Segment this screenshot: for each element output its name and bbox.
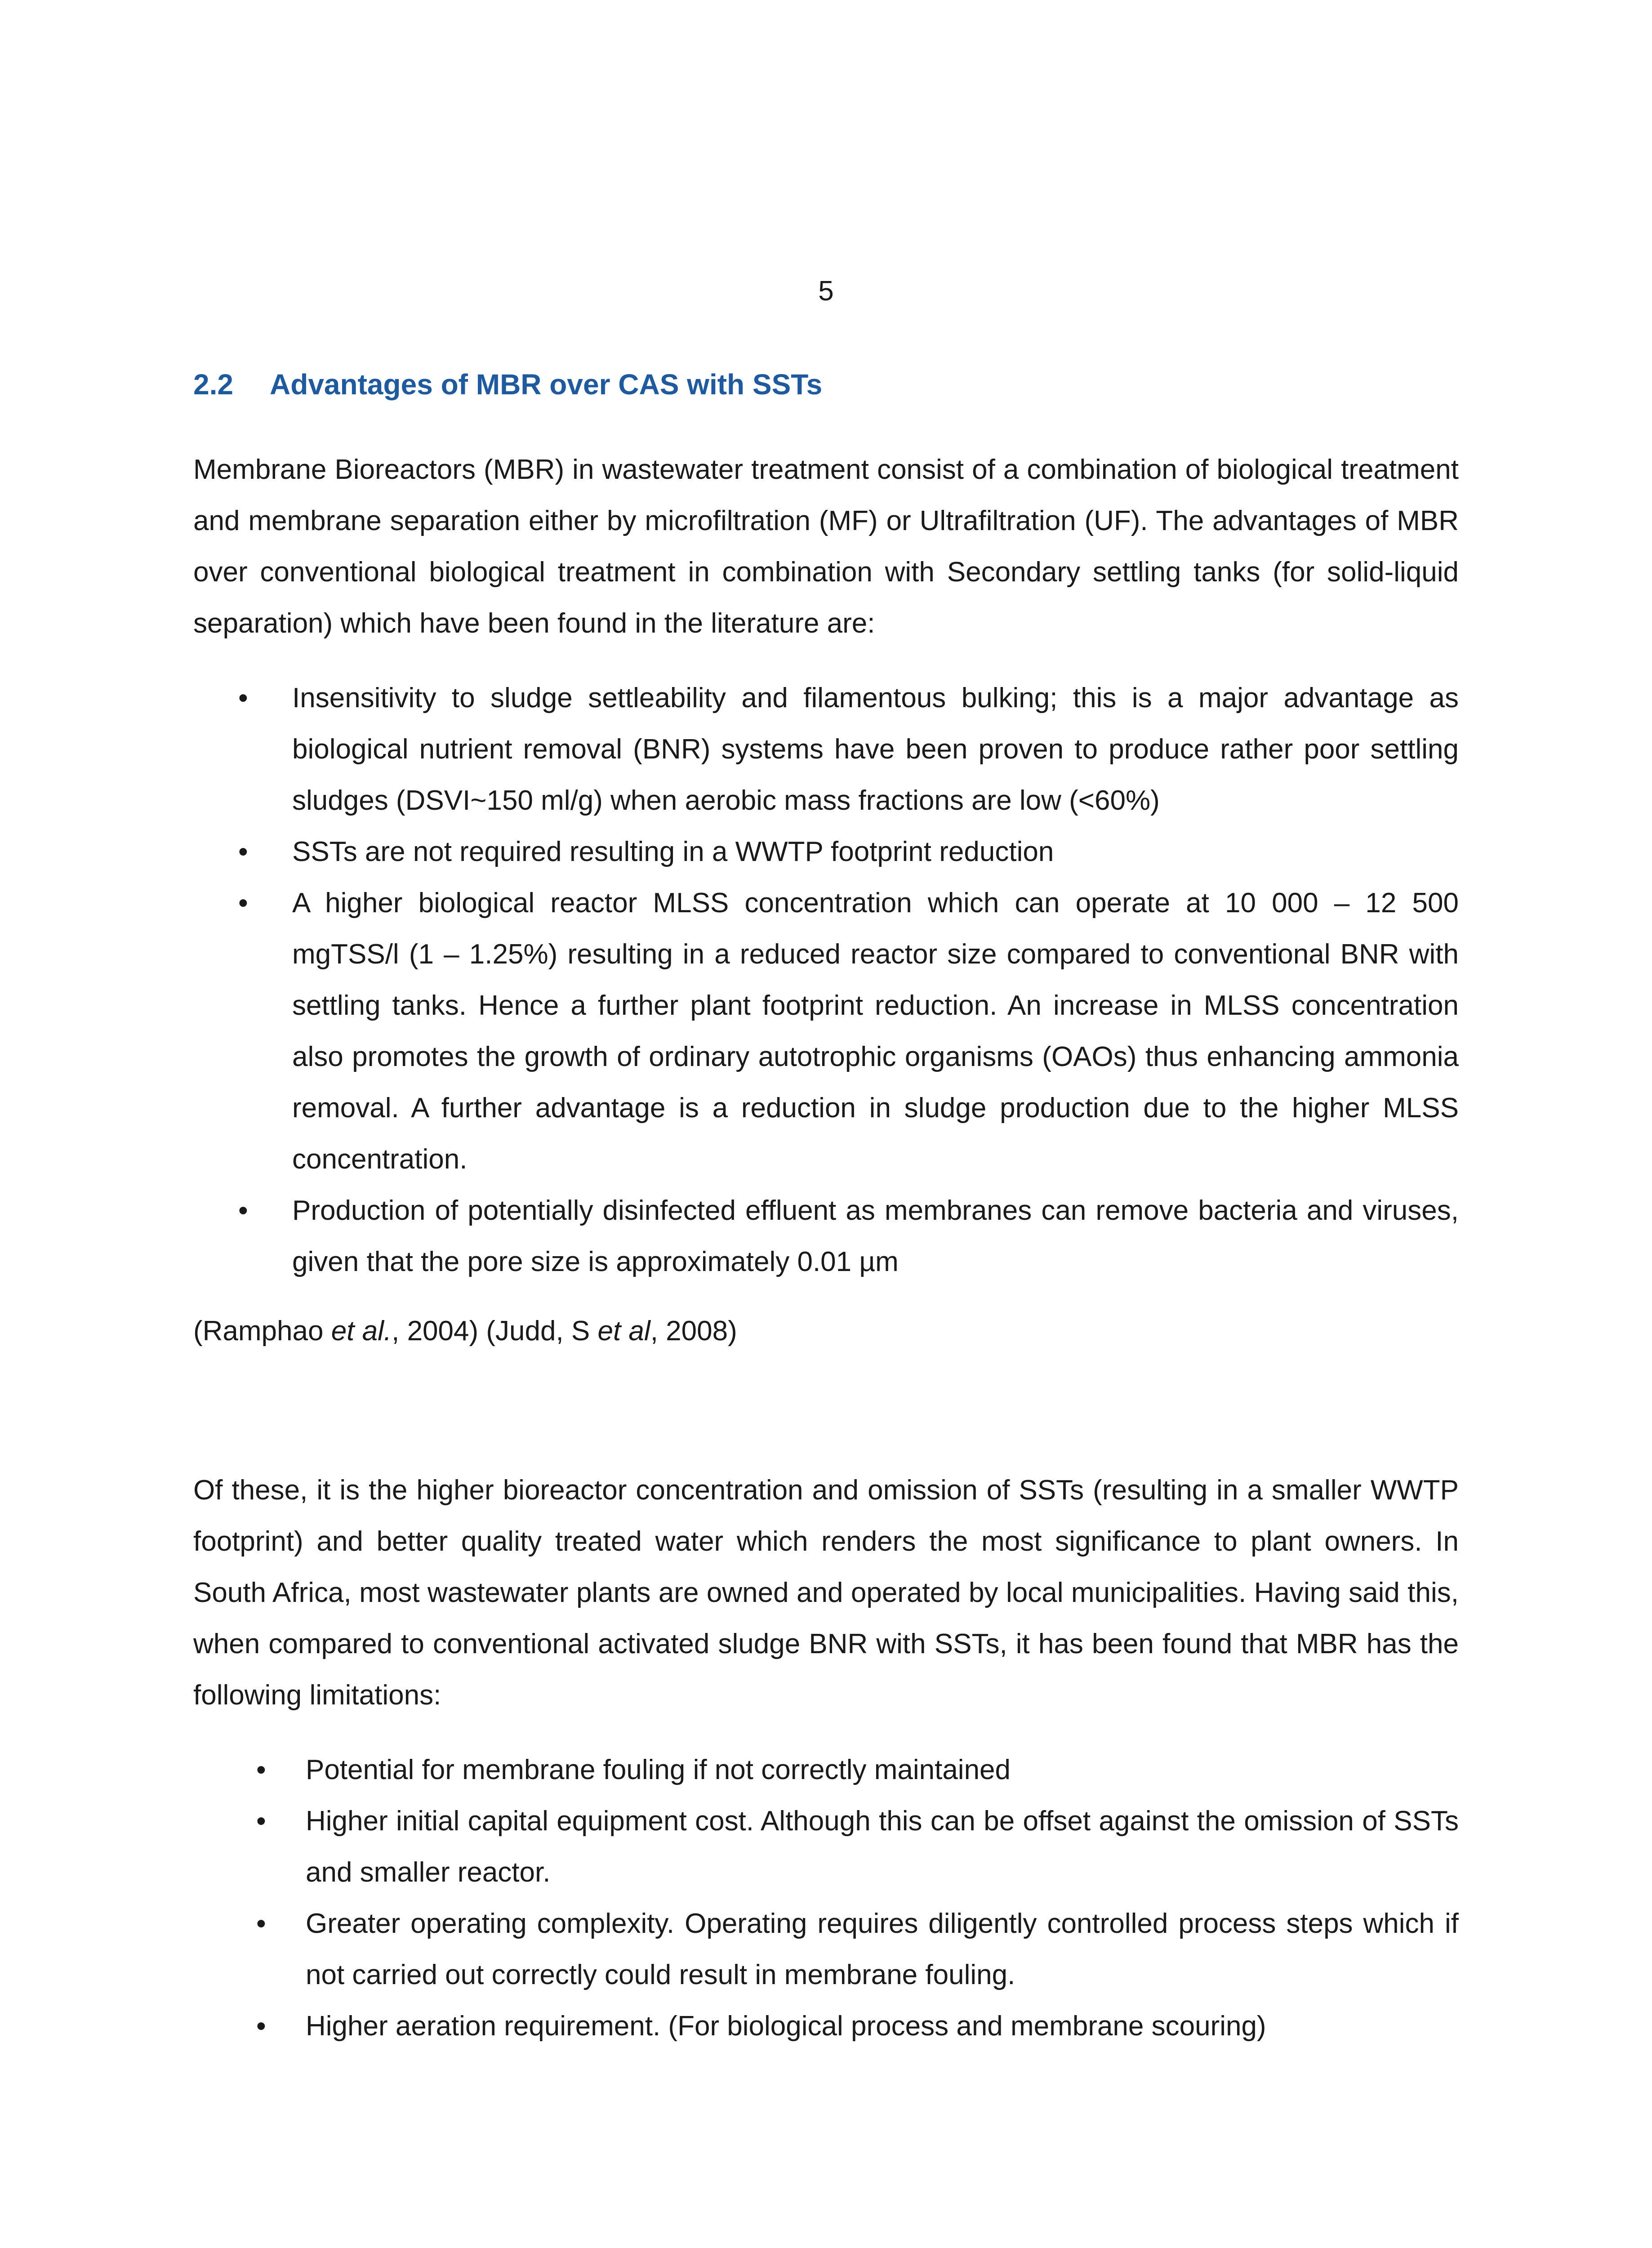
reference-1-year: , 2004) <box>392 1316 486 1347</box>
limitation-text: Higher initial capital equipment cost. Although this can be offset against the omission of SSTs and smaller reactor. <box>306 1806 1459 1888</box>
bullet-icon: • <box>256 1908 266 1939</box>
bullet-icon: • <box>256 1754 266 1785</box>
advantage-text: Insensitivity to sludge settleability and filamentous bulking; this is a major advantage as biological nutrient removal (BNR) systems have been proven to produce rather poor settling sludges (DSVI~150 ml/g) when aerobic mass fractions are low (<60%) <box>292 682 1459 816</box>
second-paragraph: Of these, it is the higher bioreactor concentration and omission of SSTs (resulting in a smaller WWTP footprint) and better quality treated water which renders the most significance to plant owners. In South Africa, most wastewater plants are owned and operated by local municipalities. Having said this, when compared to conventional activated sludge BNR with SSTs, it has been found that MBR has the following limitations: <box>193 1475 1459 1711</box>
limitation-text: Higher aeration requirement. (For biological process and membrane scouring) <box>306 2011 1266 2042</box>
limitation-text: Potential for membrane fouling if not correctly maintained <box>306 1754 1011 1785</box>
limitation-item <box>193 1898 1459 2001</box>
advantages-list <box>193 673 1459 1288</box>
page-number: 5 <box>818 276 834 307</box>
section-heading <box>193 360 1459 409</box>
advantage-item <box>193 673 1459 826</box>
limitation-item <box>193 1744 1459 1796</box>
reference-2-author: (Judd, S <box>486 1316 598 1347</box>
intro-paragraph: Membrane Bioreactors (MBR) in wastewater treatment consist of a combination of biological treatment and membrane separation either by microfiltration (MF) or Ultrafiltration (UF). The advantages of MBR over conventional biological treatment in combination with Secondary settling tanks (for solid-liquid separation) which have been found in the literature are: <box>193 454 1459 639</box>
reference-1-etal: et al. <box>331 1316 392 1347</box>
advantage-text: Production of potentially disinfected effluent as membranes can remove bacteria and viruses, given that the pore size is approximately 0.01 µm <box>292 1195 1459 1277</box>
bullet-icon: • <box>238 836 248 867</box>
limitations-list <box>193 1744 1459 2052</box>
limitation-item <box>193 1796 1459 1898</box>
document-body <box>193 360 1459 2052</box>
reference-1-author: (Ramphao <box>193 1316 331 1347</box>
section-number: 2.2 <box>193 368 233 401</box>
bullet-icon: • <box>238 888 248 919</box>
limitation-item <box>193 2001 1459 2052</box>
advantage-text: SSTs are not required resulting in a WWTP footprint reduction <box>292 836 1054 867</box>
limitation-text: Greater operating complexity. Operating requires diligently controlled process steps which if not carried out correctly could result in membrane fouling. <box>306 1908 1459 1990</box>
advantage-text: A higher biological reactor MLSS concentration which can operate at 10 000 – 12 500 mgTSS/l (1 – 1.25%) resulting in a reduced reactor size compared to conventional BNR with settling tanks. Hence a further plant footprint reduction. An increase in MLSS concentration also promotes the growth of ordinary autotrophic organisms (OAOs) thus enhancing ammonia removal. A further advantage is a reduction in sludge production due to the higher MLSS concentration. <box>292 888 1459 1175</box>
references-line <box>193 1306 1459 1357</box>
reference-2-year: , 2008) <box>650 1316 737 1347</box>
section-title: Advantages of MBR over CAS with SSTs <box>270 368 823 401</box>
bullet-icon: • <box>256 2011 266 2042</box>
reference-2-etal: et al <box>597 1316 650 1347</box>
bullet-icon: • <box>238 1195 248 1226</box>
advantage-item <box>193 1185 1459 1288</box>
bullet-icon: • <box>238 682 248 714</box>
bullet-icon: • <box>256 1806 266 1837</box>
advantage-item <box>193 826 1459 878</box>
advantage-item <box>193 878 1459 1185</box>
